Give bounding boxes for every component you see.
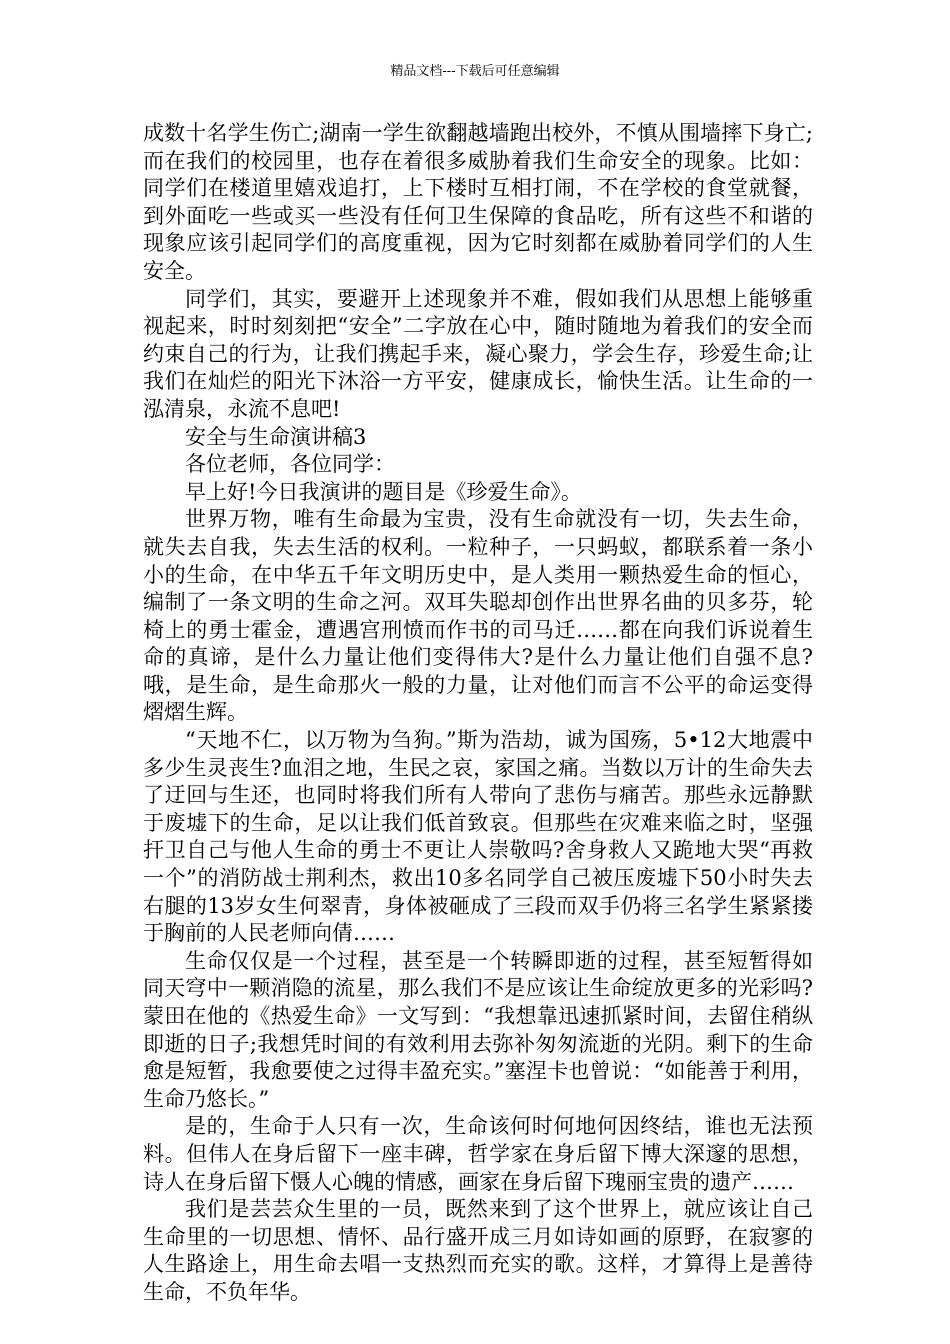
paragraph: 生命仅仅是一个过程，甚至是一个转瞬即逝的过程，甚至短暂得如同天穹中一颗消隐的流星，那么我们不是应该让生命绽放更多的光彩吗?蒙田在他的《热爱生命》一文写到：“我想靠迅速抓紧时间，去留住稍纵即逝的日子;我想凭时间的有效利用去弥补匆匆流逝的光阴。剩下的生命愈是短暂，我愈要使之过得丰盈充实。”塞涅卡也曾说：“如能善于利用，生命乃悠长。” — [143, 948, 813, 1111]
paragraph: “天地不仁，以万物为刍狗。”斯为浩劫，诚为国殇，5•12大地震中多少生灵丧生?血泪之地，生民之哀，家国之痛。当数以万计的生命失去了迂回与生还，也同时将我们所有人带向了悲伤与痛苦。那些永远静默于废墟下的生命，足以让我们低首致哀。但那些在灾难来临之时，坚强扞卫自己与他人生命的勇士不更让人崇敬吗?舍身救人又跪地大哭“再救一个”的消防战士荆利杰，救出10多名同学自己被压废墟下50小时失去右腿的13岁女生何翠青，身体被砸成了三段而双手仍将三名学生紧紧搂于胸前的人民老师向倩…… — [143, 728, 813, 946]
paragraph: 同学们，其实，要避开上述现象并不难，假如我们从思想上能够重视起来，时时刻刻把“安全”二字放在心中，随时随地为着我们的安全而约束自己的行为，让我们携起手来，凝心聚力，学会生存，珍爱生命;让我们在灿烂的阳光下沐浴一方平安，健康成长，愉快生活。让生命的一泓清泉，永流不息吧! — [143, 286, 813, 421]
section-title: 安全与生命演讲稿3 — [185, 424, 367, 449]
paragraph: 我们是芸芸众生里的一员，既然来到了这个世界上，就应该让自己生命里的一切思想、情怀、品行盛开成三月如诗如画的原野，在寂寥的人生路途上，用生命去唱一支热烈而充实的歌。这样，才算得上是善待生命，不负年华。 — [143, 1197, 813, 1304]
page-header: 精品文档---下载后可任意编辑 — [390, 64, 560, 79]
paragraph: 是的，生命于人只有一次，生命该何时何地何因终结，谁也无法预料。但伟人在身后留下一座丰碑，哲学家在身后留下博大深邃的思想，诗人在身后留下慑人心魄的情感，画家在身后留下瑰丽宝贵的遗产…… — [143, 1114, 813, 1194]
salutation: 各位老师，各位同学： — [185, 452, 395, 477]
paragraph: 早上好!今日我演讲的题目是《珍爱生命》。 — [185, 479, 582, 504]
document-body — [143, 120, 813, 1307]
paragraph: 成数十名学生伤亡;湖南一学生欲翻越墙跑出校外，不慎从围墙摔下身亡;而在我们的校园里，也存在着很多威胁着我们生命安全的现象。比如：同学们在楼道里嬉戏追打，上下楼时互相打闹，不在学校的食堂就餐，到外面吃一些或买一些没有任何卫生保障的食品吃，所有这些不和谐的现象应该引起同学们的高度重视，因为它时刻都在威胁着同学们的人生安全。 — [143, 121, 813, 283]
paragraph: 世界万物，唯有生命最为宝贵，没有生命就没有一切，失去生命，就失去自我，失去生活的权利。一粒种子，一只蚂蚁，都联系着一条小小的生命，在中华五千年文明历史中，是人类用一颗热爱生命的恒心，编制了一条文明的生命之河。双耳失聪却创作出世界名曲的贝多芬，轮椅上的勇士霍金，遭遇宫刑愤而作书的司马迁……都在向我们诉说着生命的真谛，是什么力量让他们变得伟大?是什么力量让他们自强不息?哦，是生命，是生命那火一般的力量，让对他们而言不公平的命运变得熠熠生辉。 — [143, 507, 813, 725]
